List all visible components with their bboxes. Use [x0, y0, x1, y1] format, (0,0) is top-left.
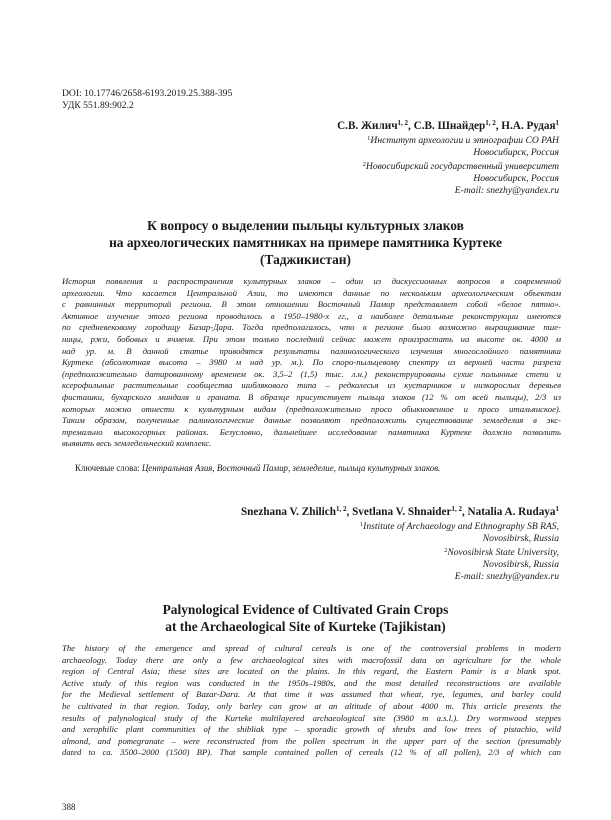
en-author: Natalia A. Rudaya — [467, 506, 556, 518]
en-author-sup: 1 — [555, 505, 559, 513]
en-abstract-line: region of Central Asia; these sites are located on the plains. In this regard, the Eastern Pamir is a blank spot. — [62, 666, 561, 677]
en-affiliation-line — [360, 545, 559, 559]
ru-author-sup: 1 — [555, 119, 559, 127]
ru-keywords — [75, 463, 440, 474]
ru-title-line: К вопросу о выделении пыльцы культурных злаков — [147, 218, 464, 233]
en-abstract-line: The history of the emergence and spread of cultural cereals is one of the controversial problems in modern — [62, 643, 561, 653]
ru-abstract-line: тремально высокогорных районах. Безусловно, дальнейшее исследование памятника Куртеке должно позволить — [62, 426, 561, 437]
aff-sup: 2 — [444, 547, 448, 554]
en-affiliation-line — [360, 533, 559, 545]
ru-author: С.В. Жилич — [337, 120, 398, 132]
ru-abstract-line: Куртеке (абсолютная высота – 3980 м над ур. м.). По споро-пыльцевому спектру из верхней части разреза — [62, 357, 561, 368]
en-affiliation-line — [360, 559, 559, 571]
en-abstract-line: for the Medieval settlement of Bazar-Dara. At that time it was assumed that wheat, rye, legumes, and barley could — [62, 689, 561, 700]
ru-abstract-line: с равнинных территорий региона. В этом отношении Восточный Памир представляет собой «белое пятно». — [62, 299, 561, 310]
ru-abstract-line: фисташки, бухарского миндаля и граната. В образце присутствует пыльца злаков (12 % от всей пыльцы), 2/3 из — [62, 391, 561, 402]
ru-affiliation-line — [363, 147, 559, 159]
en-abstract-line: archaeology. Today there are only a few archaeological sites with macrofossil data on agriculture for the whole — [62, 654, 561, 665]
en-abstract-line: be cultivated in that region. Today, only barley can grow at an altitude of about 4000 m. This article presents the — [62, 700, 561, 711]
ru-title — [40, 217, 571, 268]
ru-abstract-line: (предположительно датированному временем ок. 3,5–2 (1,5) тыс. л.н.) реконструированы сухие полынные степи и — [62, 368, 561, 379]
en-affiliation-line — [360, 519, 559, 533]
ru-abstract-line: ксерофильные растительные сообщества шиблякового типа – редколесья из кустарников и низкорослых деревьев — [62, 380, 561, 391]
en-affiliations — [360, 519, 559, 583]
aff-text: Institute of Archaeology and Ethnography SB RAS, — [363, 521, 559, 532]
en-abstract-line: dated to ca. 3500–2000 (1500) BP). That sample contained pollen of cereals (12 % of all pollen), 2/3 of which can — [62, 747, 561, 758]
en-abstract-line: and xerophilic plant communities of the shibliak type – sporadic growth of shrubs and low trees of pistachio, wild — [62, 724, 561, 735]
ru-abstract-line: археологии. Что касается Центральной Азии, то имеются данные по нескольким археологическим объектам — [62, 287, 561, 298]
doi: DOI: 10.17746/2658-6193.2019.25.388-395 — [62, 88, 233, 99]
aff-text: Novosibirsk State University, — [447, 547, 559, 558]
en-author: Snezhana V. Zhilich — [240, 506, 336, 518]
page-number: 388 — [62, 802, 76, 812]
email[interactable]: E-mail: snezhy@yandex.ru — [454, 571, 559, 582]
aff-sup: 1 — [367, 135, 371, 142]
ru-abstract-line: которых можно отнести к культурным видам (предположительно просо обыкновенное и просо итальянское). — [62, 403, 561, 414]
en-abstract-line: Active study of this region was conducted in the 1950s–1980s, and the most detailed reconstructions are available — [62, 677, 561, 688]
aff-sup: 1 — [359, 521, 364, 528]
aff-sup: 2 — [362, 161, 366, 168]
ru-affiliation-line — [363, 173, 559, 185]
udk: УДК 551.89:902.2 — [62, 100, 134, 111]
ru-authors: С.В. Жилич$^{1, 2}$, С.В. Шнайдер$^{1, 2}$, Н.А. Рудая$^1$ — [337, 119, 559, 132]
aff-text: Новосибирский государственный университет — [365, 161, 559, 172]
en-title-line: at the Archaeological Site of Kurteke (Tajikistan) — [165, 619, 446, 634]
ru-title-line: (Таджикистан) — [260, 252, 351, 267]
ru-affiliation-line — [363, 133, 559, 147]
en-title-line: Palynological Evidence of Cultivated Grain Crops — [162, 602, 449, 617]
en-authors: Snezhana V. Zhilich$^{1, 2}$, Svetlana V. Shnaider$^{1, 2}$, Natalia A. Rudaya$^1$ — [240, 505, 559, 518]
en-author-sup: 1, 2 — [335, 505, 347, 513]
ru-affiliations — [363, 133, 559, 197]
aff-text: Институт археологии и этнографии СО РАН — [370, 135, 559, 146]
email[interactable]: E-mail: snezhy@yandex.ru — [454, 185, 559, 196]
ru-author: Н.А. Рудая — [501, 120, 556, 132]
en-affiliation-line — [360, 571, 559, 583]
ru-abstract-line: над ур. м. В данной статье приводятся результаты палинологического изучения многослойного памятника — [62, 345, 561, 356]
en-author-sup: 1, 2 — [451, 505, 462, 513]
ru-abstract — [62, 276, 561, 450]
en-abstract-line: results of palynological study of the Kurteke multilayered archaeological site (3980 m a.s.l.). Dry wormwood steppes — [62, 712, 561, 723]
ru-abstract-line: Активное изучение этого региона проводилось в 1950–1980-х гг., а наиболее детальные реконструкции имеются — [62, 310, 561, 321]
ru-abstract-line: ницы, ржи, бобовых и ячменя. При этом только последний сейчас может произрастать на высоте ок. 4000 м — [62, 333, 561, 344]
en-title — [40, 601, 571, 635]
aff-text: Новосибирск, Россия — [473, 173, 559, 184]
en-abstract — [62, 643, 561, 759]
en-author: Svetlana V. Shnaider — [352, 506, 452, 518]
en-abstract-line: almond, and pomegranate – were reconstructed from the pollen spectrum in the upper part of the section (presumably — [62, 735, 561, 746]
ru-abstract-line: Таким образом, полученные палинологические данные позволяют предположить существование земледелия в экс- — [62, 415, 561, 426]
ru-affiliation-line — [363, 159, 559, 173]
aff-text: Новосибирск, Россия — [473, 147, 559, 158]
ru-affiliation-line — [363, 185, 559, 197]
ru-abstract-line: по средневековому городищу Базар-Дара. Тогда предполагалось, что в регионе было возможно выращивание пше- — [62, 322, 561, 333]
ru-author-sup: 1, 2 — [485, 119, 496, 127]
aff-text: Novosibirsk, Russia — [482, 559, 559, 570]
keywords-label: Ключевые слова: — [75, 463, 140, 473]
ru-title-line: на археологических памятниках на примере памятника Куртеке — [109, 235, 502, 250]
ru-abstract-line: История появления и распространения культурных злаков – один из дискуссионных вопросов в современной — [62, 276, 561, 286]
aff-text: Novosibirsk, Russia — [482, 533, 559, 544]
ru-author-sup: 1, 2 — [397, 119, 409, 127]
ru-author: С.В. Шнайдер — [413, 120, 486, 132]
ru-abstract-line: выявить весь земледельческий комплекс. — [62, 438, 212, 449]
keywords-text: Центральная Азия, Восточный Памир, земледелие, пыльца культурных злаков. — [141, 463, 441, 473]
